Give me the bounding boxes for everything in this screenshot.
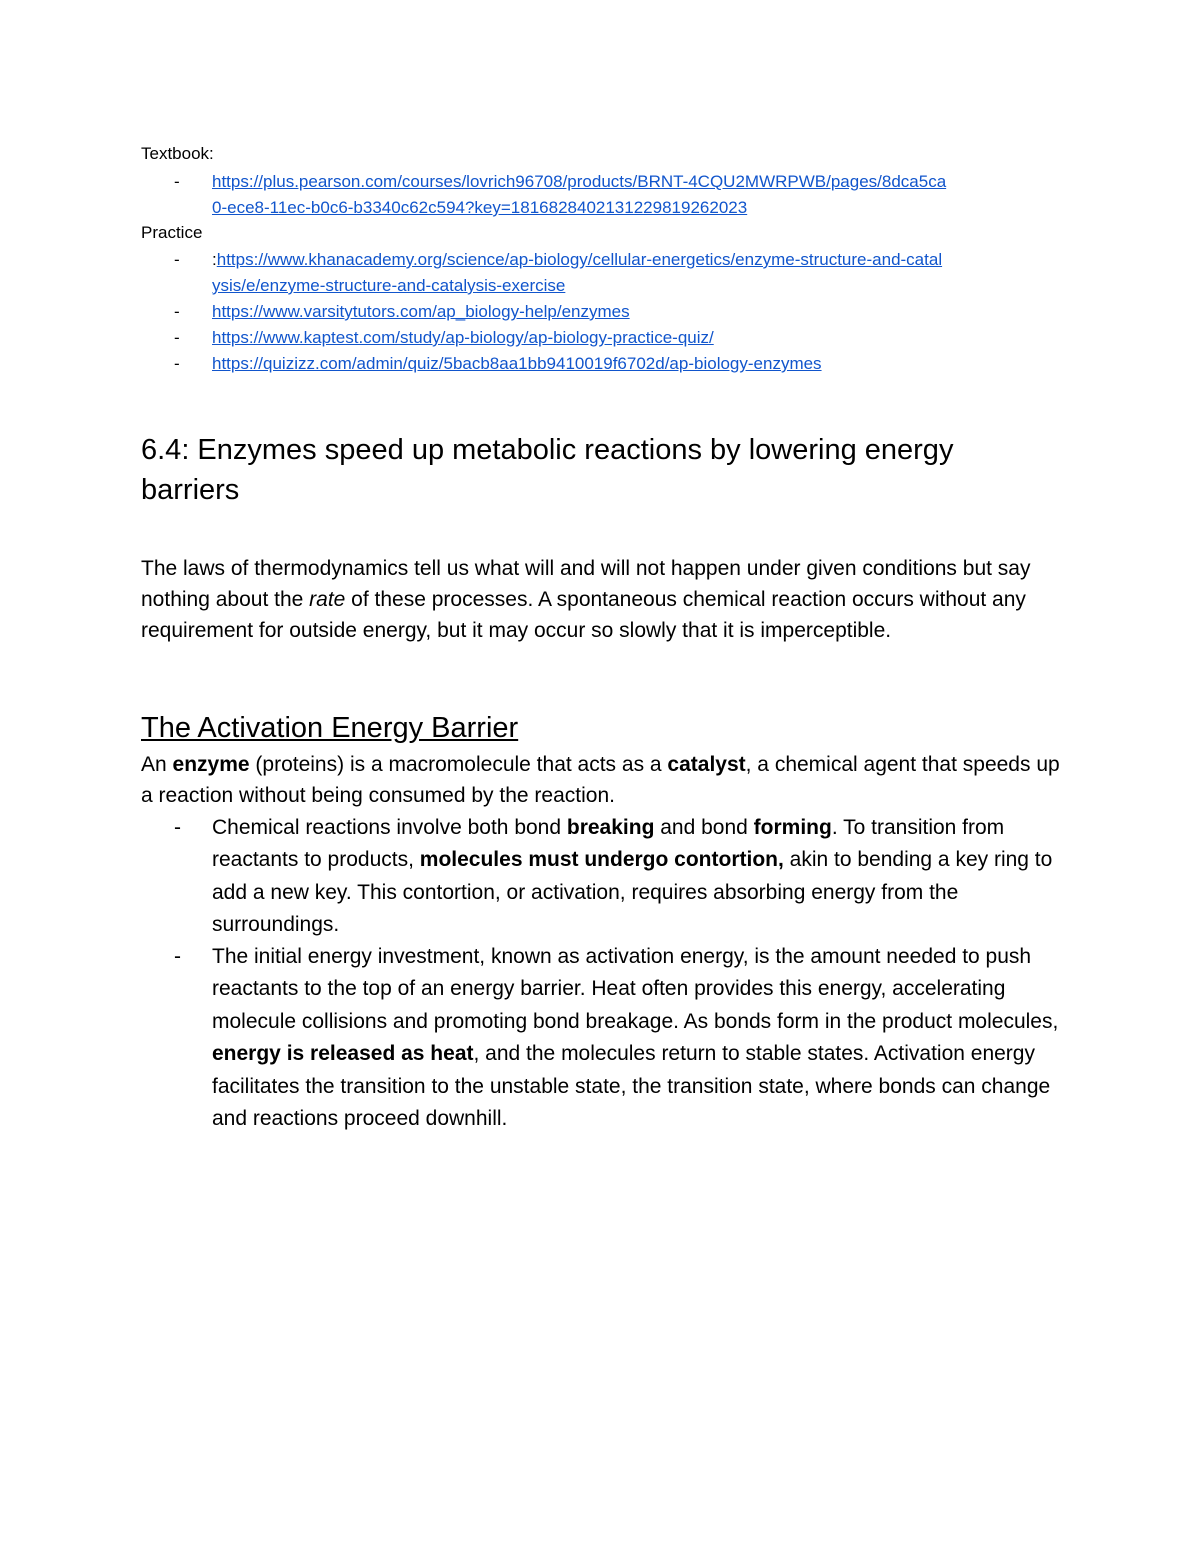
b2-text-2: , and the molecules return to stable states. Activation energy facilitates the transition to the unstable state, the transition state, where bonds can change and reactions proceed downhill. [212,1042,1051,1131]
textbook-link-line1[interactable]: https://plus.pearson.com/courses/lovrich96708/products/BRNT-4CQU2MWRPWB/pages/8dca5ca [212,172,947,191]
list-dash: - [174,302,180,321]
khanacademy-link-line1[interactable]: https://www.khanacademy.org/science/ap-biology/cellular-energetics/enzyme-structure-and-catal [216,250,943,269]
varsitytutors-link[interactable] [212,299,1062,325]
enzyme-definition [141,749,1061,811]
list-dash: - [174,945,181,968]
b1-text-4: akin to bending a key ring to add a new key. This contortion, or activation, requires absorbing energy from the surroundings. [212,848,1053,937]
kaptest-link[interactable] [212,325,1062,351]
list-dash: - [174,250,180,269]
intro-italic-rate: rate [309,588,346,611]
textbook-link[interactable] [212,169,1062,221]
b1-text-2: and bond [654,816,754,839]
quizizz-link-text[interactable]: https://quizizz.com/admin/quiz/5bacb8aa1bb9410019f6702d/ap-biology-enzymes [212,354,822,373]
def-text-3: , a chemical agent that speeds up a reaction without being consumed by the reaction. [141,753,1060,807]
b1-text-3: . To transition from reactants to products, [212,816,1005,872]
def-text-1: An [141,753,173,776]
list-dash: - [174,816,181,839]
list-dash: - [174,172,180,191]
khanacademy-link-line2[interactable]: ysis/e/enzyme-structure-and-catalysis-exercise [212,276,566,295]
kaptest-link-text[interactable]: https://www.kaptest.com/study/ap-biology/ap-biology-practice-quiz/ [212,328,714,347]
b1-bold-breaking: breaking [566,816,655,839]
def-bold-catalyst: catalyst [667,753,746,776]
b1-bold-forming: forming [753,816,832,839]
list-dash: - [174,354,180,373]
intro-text-2: of these processes. A spontaneous chemical reaction occurs without any requirement for outside energy, but it may occur so slowly that it is imperceptible. [141,588,1026,642]
def-bold-enzyme: enzyme [172,753,250,776]
textbook-label: Textbook: [141,144,214,163]
def-text-2: (proteins) is a macromolecule that acts as a [249,753,668,776]
b1-text-1: Chemical reactions involve both bond [212,816,567,839]
bullet-bond-text [212,812,1062,942]
b2-bold-heat: energy is released as heat [212,1042,474,1066]
varsitytutors-link-text[interactable]: https://www.varsitytutors.com/ap_biology-help/enzymes [212,302,630,321]
b1-bold-contortion: molecules must undergo contortion, [419,848,784,872]
textbook-link-line2[interactable]: 0-ece8-11ec-b0c6-b3340c62c594?key=18168284021312298192620​23 [212,198,748,217]
bullet-activation-text [212,941,1062,1135]
quizizz-link[interactable] [212,351,1062,377]
link-prefix: : [212,250,217,269]
intro-text-1: The laws of thermodynamics tell us what will and will not happen under given conditions but say nothing about the [141,557,1031,611]
practice-label: Practice [141,223,203,242]
section-heading: 6.4: Enzymes speed up metabolic reactions by lowering energy barriers [141,434,954,506]
list-dash: - [174,328,180,347]
activation-heading: The Activation Energy Barrier [141,712,519,744]
khanacademy-link[interactable] [212,247,1062,299]
intro-paragraph [141,553,1061,646]
b2-text-1: The initial energy investment, known as activation energy, is the amount needed to push reactants to the top of an energy barrier. Heat often provides this energy, accelerating molecule collisions and promoting bond breakage. As bonds form in the product molecules, [212,945,1059,1033]
